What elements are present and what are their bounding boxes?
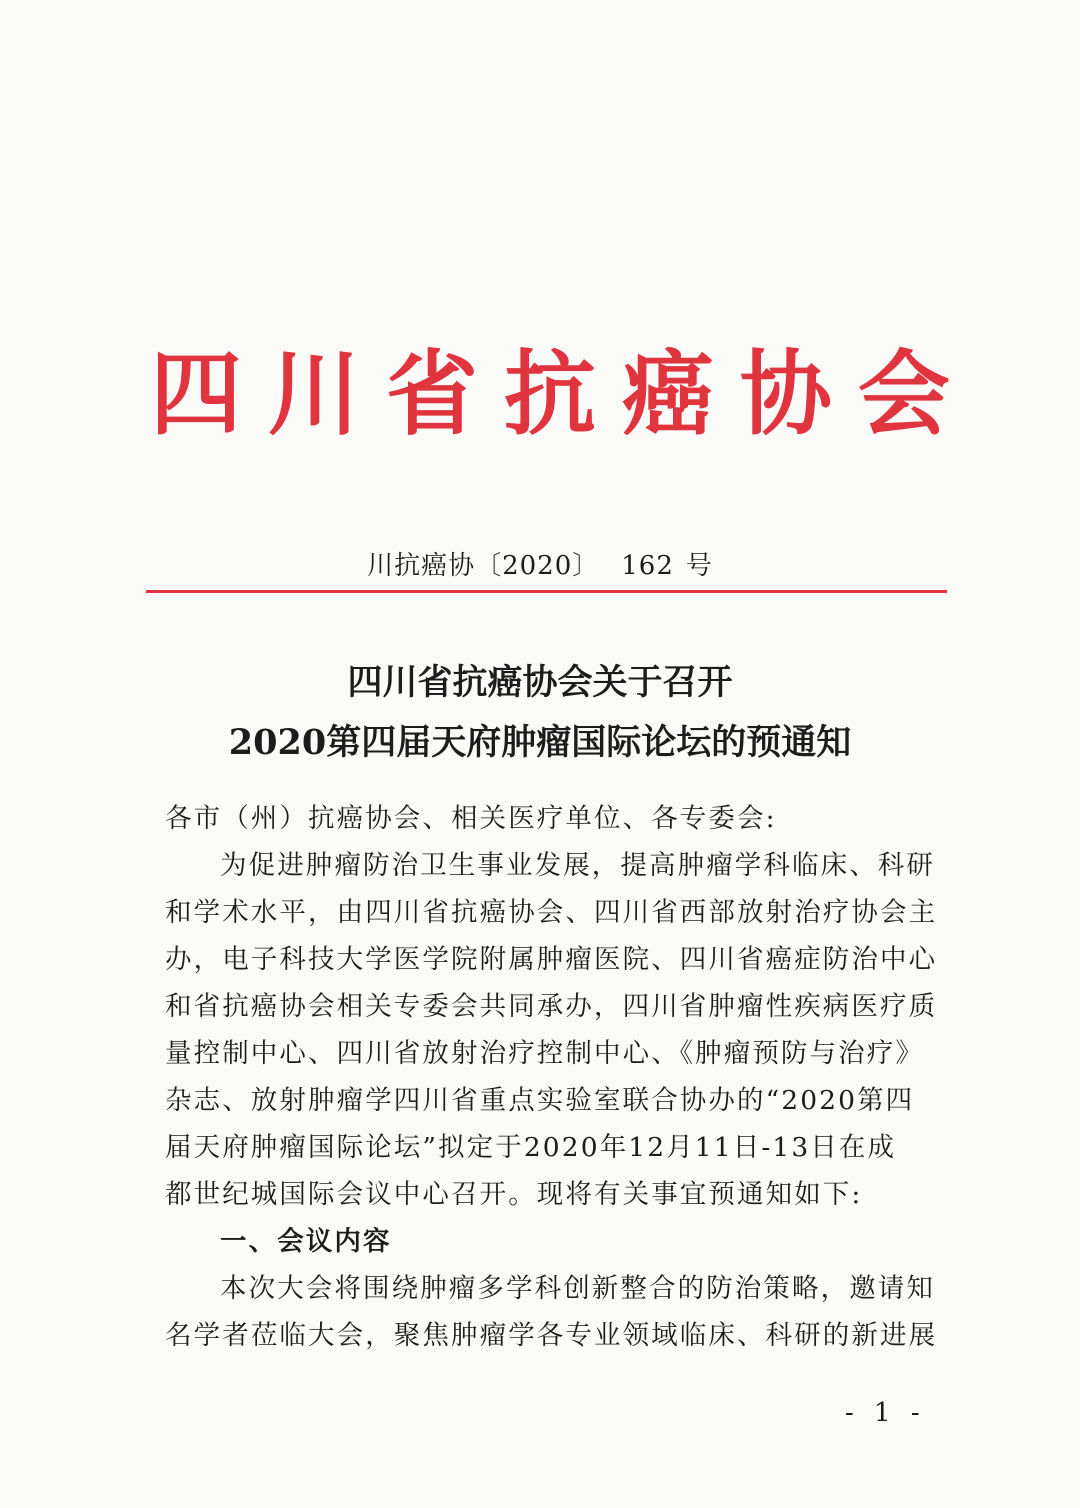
body-line: 本次大会将围绕肿瘤多学科创新整合的防治策略，邀请知 [220,1273,935,1304]
body-line: 为促进肿瘤防治卫生事业发展，提高肿瘤学科临床、科研 [220,850,935,881]
document-title-line-1: 四川省抗癌协会关于召开 [347,662,733,703]
body-line: 和学术水平，由四川省抗癌协会、四川省西部放射治疗协会主 [165,897,938,928]
letterhead-char: 会 [857,341,950,448]
letterhead-char: 协 [739,341,832,448]
organization-letterhead [150,340,950,450]
document-body [165,795,938,1359]
body-line: 量控制中心、四川省放射治疗控制中心、《肿瘤预防与治疗》 [165,1038,924,1069]
doc-number-prefix: 川抗癌协〔2020〕 [367,551,600,581]
section-heading: 一、会议内容 [220,1226,392,1257]
page-number: - 1 - [845,1398,926,1428]
letterhead-char: 四 [150,341,243,448]
letterhead-char: 川 [267,341,360,448]
red-divider-line [146,590,947,593]
document-title-line-2: 2020第四届天府肿瘤国际论坛的预通知 [228,722,852,763]
letterhead-char: 省 [385,341,478,448]
letterhead-char: 抗 [503,341,596,448]
doc-number-suffix: 号 [685,551,713,581]
document-number [0,545,1080,582]
body-line: 名学者莅临大会，聚焦肿瘤学各专业领域临床、科研的新进展 [165,1320,938,1351]
doc-number-value: 162 [621,551,674,581]
body-line: 和省抗癌协会相关专委会共同承办，四川省肿瘤性疾病医疗质 [165,991,938,1022]
body-line: 届天府肿瘤国际论坛”拟定于2020年12月11日-13日在成 [165,1132,897,1163]
body-line: 都世纪城国际会议中心召开。现将有关事宜预通知如下: [165,1179,863,1210]
salutation: 各市（州）抗癌协会、相关医疗单位、各专委会: [165,803,777,834]
body-line: 杂志、放射肿瘤学四川省重点实验室联合协办的“2020第四 [165,1085,915,1116]
letterhead-char: 癌 [621,341,714,448]
body-line: 办，电子科技大学医学院附属肿瘤医院、四川省癌症防治中心 [165,944,938,975]
